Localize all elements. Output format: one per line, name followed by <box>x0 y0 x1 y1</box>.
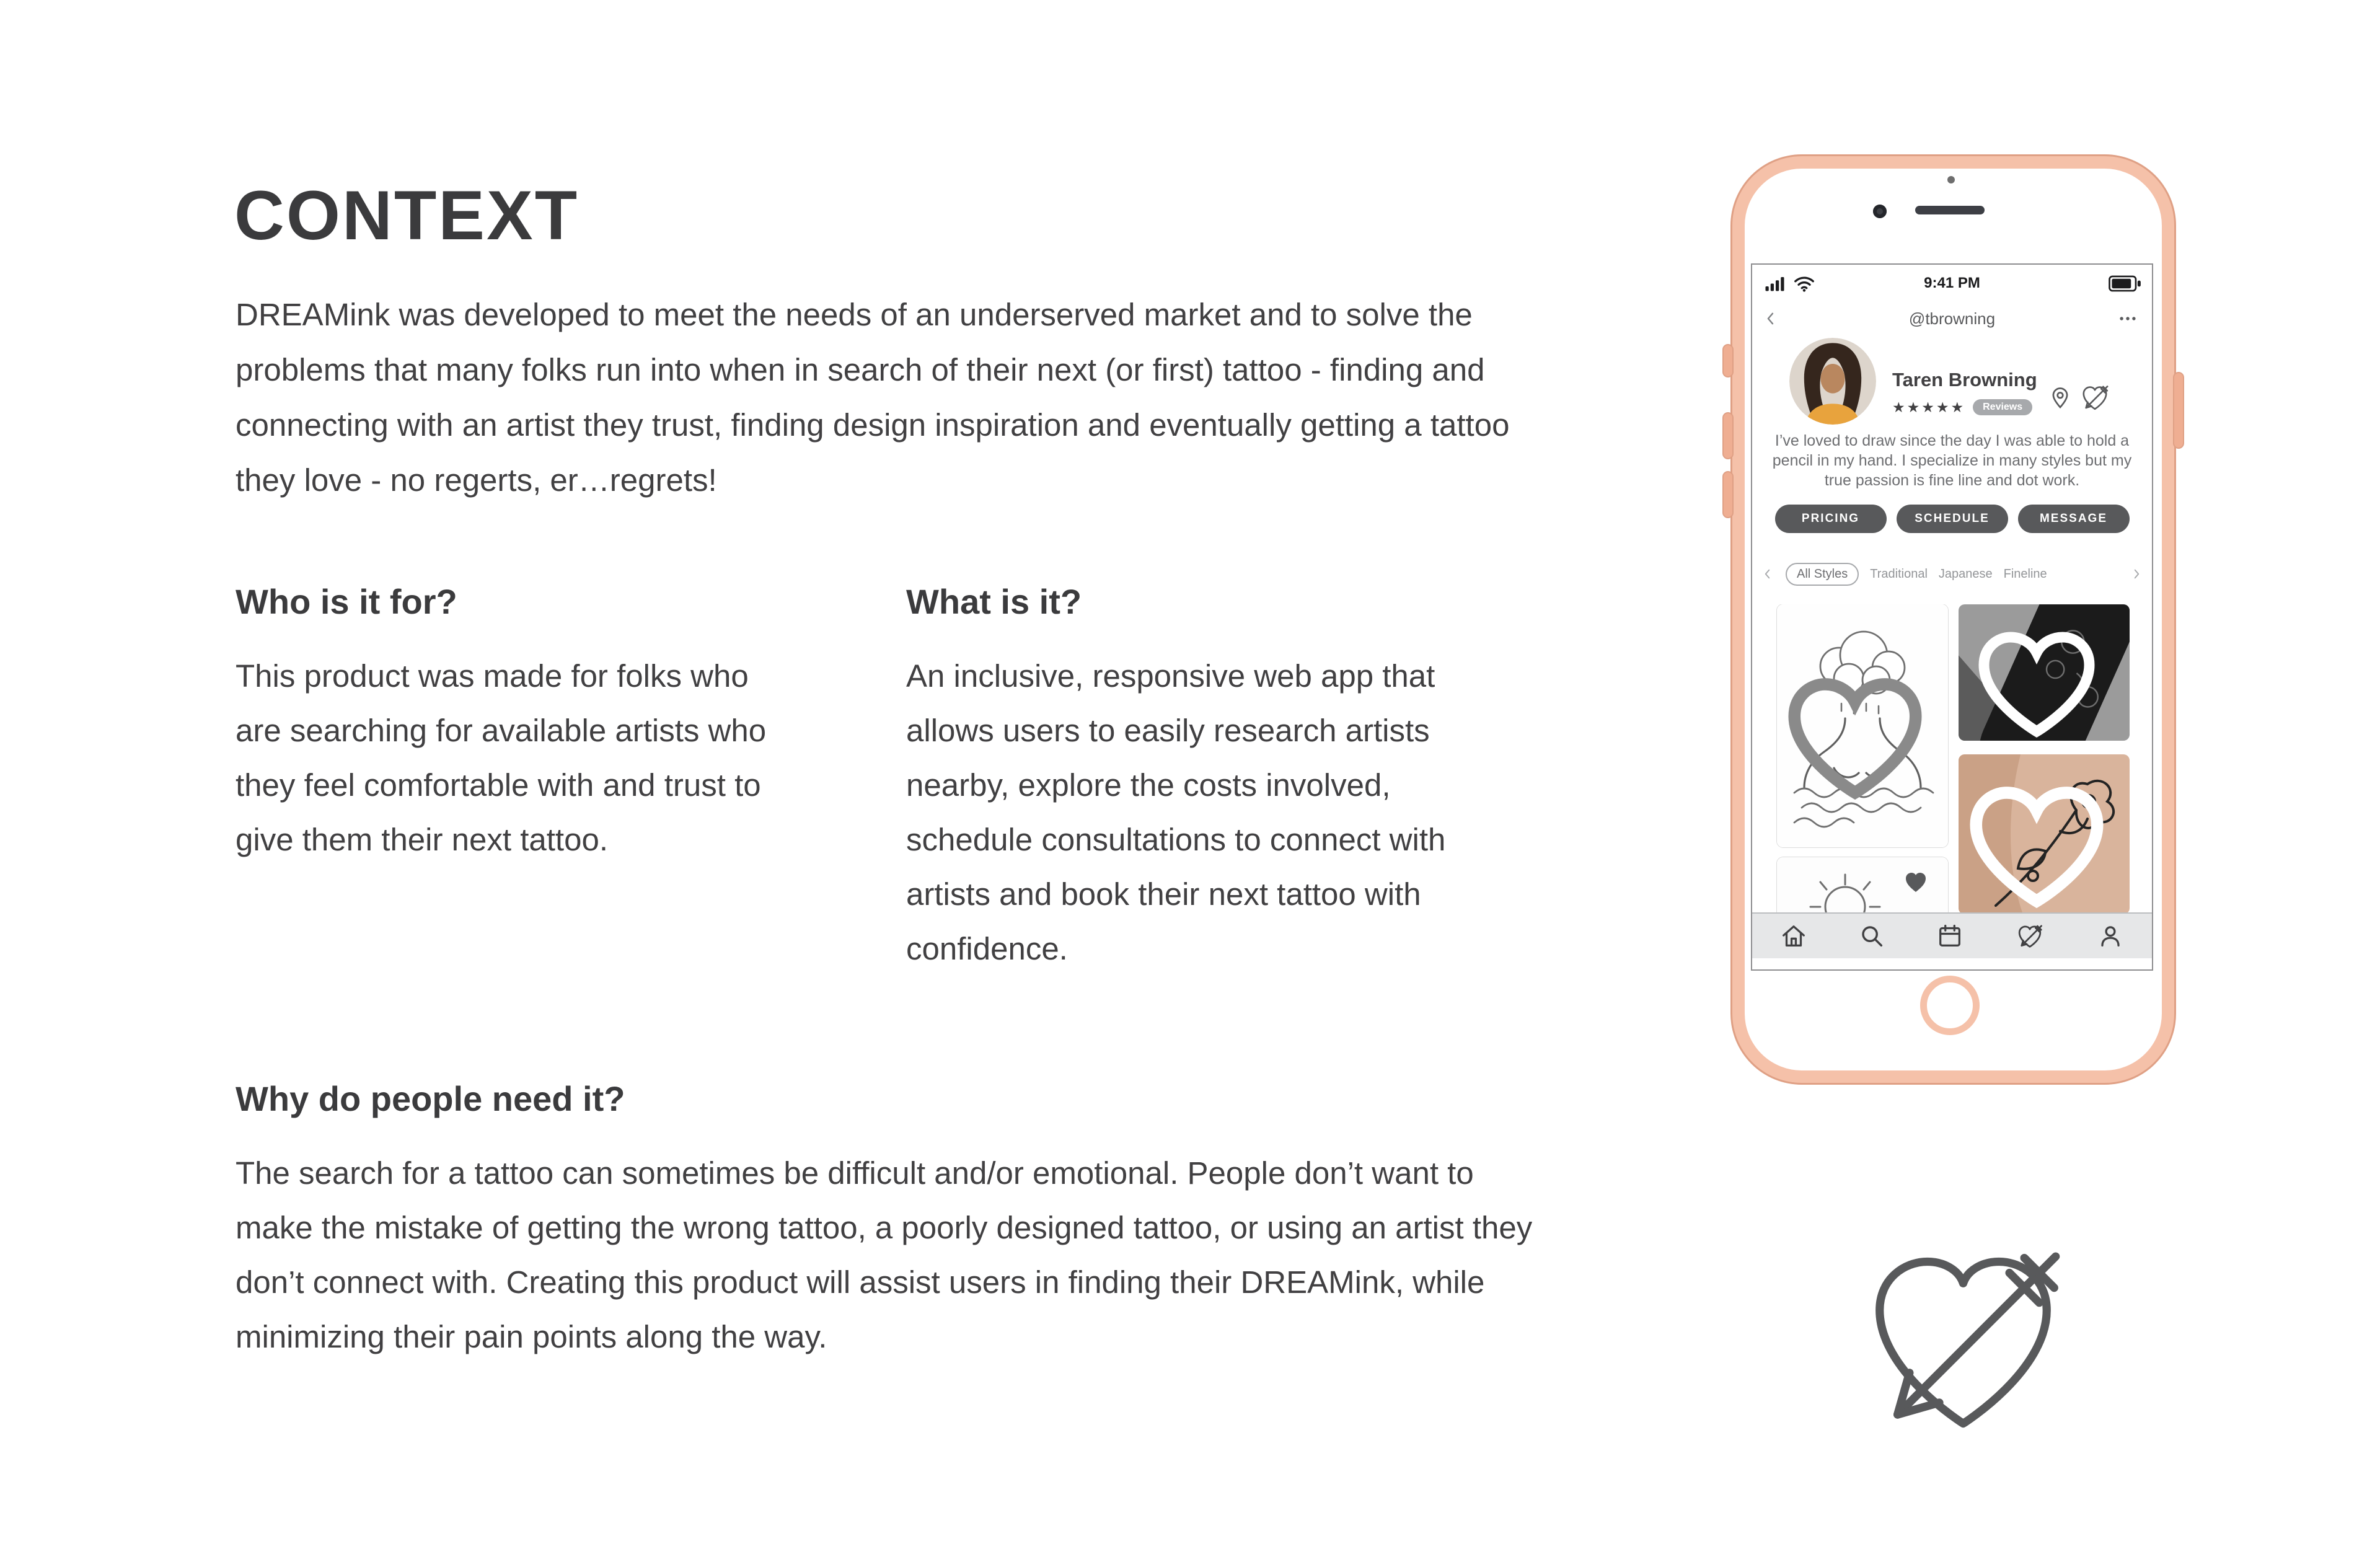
schedule-button[interactable]: SCHEDULE <box>1897 505 2008 533</box>
ellipsis-icon[interactable] <box>2115 308 2141 329</box>
battery-icon <box>2109 275 2142 292</box>
home-button <box>1920 976 1980 1035</box>
home-icon[interactable] <box>1779 922 1808 950</box>
avatar[interactable] <box>1789 338 1876 425</box>
page-title: CONTEXT <box>234 177 580 255</box>
filter-all-styles[interactable]: All Styles <box>1786 563 1859 586</box>
profile-icon[interactable] <box>2096 922 2125 950</box>
gallery-image-floral-tattoo[interactable] <box>1959 754 2130 912</box>
who-heading: Who is it for? <box>236 582 457 621</box>
heart-arrow-icon[interactable] <box>2077 381 2113 413</box>
heart-outline-icon[interactable] <box>1959 761 2122 912</box>
gallery-image-arm-sleeve[interactable] <box>1959 604 2130 741</box>
volume-up-button <box>1724 413 1732 458</box>
heart-outline-icon[interactable] <box>1777 611 1941 847</box>
status-time: 9:41 PM <box>1924 275 1980 291</box>
message-button[interactable]: MESSAGE <box>2018 505 2130 533</box>
style-filter-row <box>1757 561 2147 587</box>
chevron-left-icon[interactable] <box>1761 567 1774 581</box>
power-button <box>2174 373 2183 448</box>
gallery-image-sun-line-art[interactable] <box>1777 857 1948 912</box>
pricing-button[interactable]: PRICING <box>1775 505 1887 533</box>
filter-traditional[interactable]: Traditional <box>1870 567 1928 581</box>
intro-paragraph: DREAMink was developed to meet the needs of an underserved market and to solve the problems that many folks run into when in search of their next (or first) tattoo - finding and connecting with an artist they trust, finding design inspiration and eventually getting a tattoo they love - no regerts, er…regrets! <box>236 297 1510 498</box>
why-heading: Why do people need it? <box>236 1079 625 1118</box>
front-camera <box>1873 205 1887 218</box>
section-who <box>236 581 781 867</box>
who-body: This product was made for folks who are searching for available artists who they feel comfortable with and trust to give them their next tattoo. <box>236 658 767 857</box>
rating-row <box>1892 397 2032 417</box>
reviews-badge[interactable]: Reviews <box>1973 399 2032 415</box>
mute-switch <box>1724 345 1732 376</box>
filter-fineline[interactable]: Fineline <box>2003 567 2047 581</box>
why-body: The search for a tattoo can sometimes be difficult and/or emotional. People don’t want to make the mistake of getting the wrong tattoo, a poorly designed tattoo, or using an artist they don’t connect with. Creating this product will assist users in finding their DREAMink, while minimizing their pain points along the way. <box>236 1155 1533 1354</box>
star-rating: ★★★★★ <box>1892 399 1966 415</box>
chevron-right-icon[interactable] <box>2130 567 2143 581</box>
gallery-image-cloud-woman[interactable] <box>1777 604 1948 847</box>
proximity-sensor-dot <box>1947 176 1955 183</box>
what-heading: What is it? <box>906 582 1082 621</box>
heart-outline-icon[interactable] <box>1959 611 2122 741</box>
location-pin-icon[interactable] <box>2048 386 2072 410</box>
volume-down-button <box>1724 472 1732 517</box>
section-what <box>906 581 1501 976</box>
what-body: An inclusive, responsive web app that allows users to easily research artists nearby, explore the costs involved, schedule consultations to connect with artists and book their next tattoo with confidence. <box>906 658 1446 966</box>
section-why <box>236 1079 1534 1364</box>
action-button-row <box>1752 505 2152 533</box>
heart-arrow-icon <box>1844 1214 2082 1460</box>
phone-mockup <box>1732 156 2174 1083</box>
app-screen <box>1751 263 2153 971</box>
earpiece-speaker <box>1915 206 1985 214</box>
tattoo-gallery <box>1752 604 2152 912</box>
artist-name: Taren Browning <box>1892 369 2037 390</box>
tab-bar <box>1752 912 2152 958</box>
search-icon[interactable] <box>1858 922 1886 950</box>
artist-bio: I’ve loved to draw since the day I was able to hold a pencil in my hand. I specialize in many styles but my true passion is fine line and dot work. <box>1772 432 2132 489</box>
heart-arrow-icon[interactable] <box>2013 921 2047 951</box>
filter-japanese[interactable]: Japanese <box>1938 567 1993 581</box>
calendar-icon[interactable] <box>1936 922 1964 950</box>
profile-handle: @tbrowning <box>1908 309 1996 328</box>
